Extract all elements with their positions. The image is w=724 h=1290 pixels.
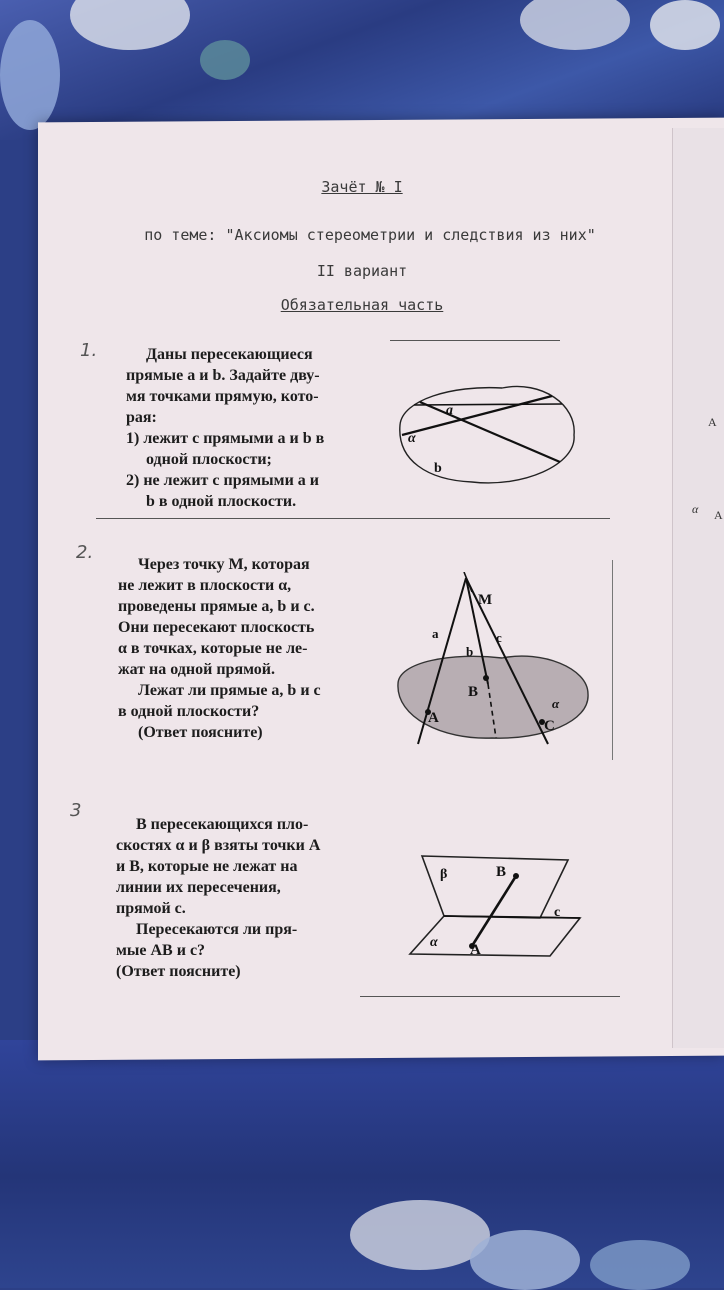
task-line: Они пересекают плоскость [118, 619, 315, 636]
fabric-flower [200, 40, 250, 80]
task-line: скостях α и β взяты точки А [116, 837, 321, 854]
fabric-flower [590, 1240, 690, 1290]
task-text [116, 814, 368, 982]
line-extra [414, 404, 562, 405]
label-alpha: α [408, 431, 416, 446]
divider [360, 996, 620, 997]
task-line: (Ответ поясните) [116, 963, 241, 980]
fabric-flower [520, 0, 630, 50]
point-B [483, 675, 489, 681]
task-line: 2) не лежит с прямыми a и [126, 472, 320, 489]
task-line: линии их пересечения, [116, 879, 281, 896]
point-B [513, 873, 519, 879]
task-line: мя точками прямую, кото- [126, 388, 319, 405]
task-text [118, 554, 368, 743]
label-b: b [466, 644, 474, 659]
task-line: проведены прямые a, b и c. [118, 598, 315, 615]
task-line: мые АВ и с? [116, 942, 206, 959]
label-B: B [468, 684, 479, 700]
task-line: b в одной плоскости. [146, 493, 297, 510]
label-b: b [434, 461, 442, 476]
label-B: B [496, 864, 507, 880]
task-number: 2. [76, 542, 94, 563]
line-AB [472, 876, 516, 946]
edge-label: α [692, 502, 699, 516]
figure-plane-intersecting-lines [392, 380, 584, 490]
figure-lines-through-point [392, 572, 604, 752]
task-line: 1) лежит с прямыми a и b в [126, 430, 325, 447]
label-c: c [496, 630, 502, 645]
label-A: A [470, 942, 481, 958]
task-line: в одной плоскости? [118, 703, 260, 720]
label-a: a [446, 403, 453, 418]
divider [390, 340, 560, 341]
task-line: Через точку М, которая [138, 556, 310, 573]
task-line: Пересекаются ли пря- [136, 921, 298, 938]
task-line: α в точках, которые не ле- [118, 640, 308, 657]
task-line: жат на одной прямой. [118, 661, 276, 678]
task-line: и В, которые не лежат на [116, 858, 298, 875]
task-line: не лежит в плоскости α, [118, 577, 292, 594]
task-line: рая: [126, 409, 157, 426]
label-alpha: α [552, 696, 560, 711]
fabric-flower [650, 0, 720, 50]
fabric-flower [470, 1230, 580, 1290]
label-M: M [478, 592, 493, 608]
task-line: Лежат ли прямые a, b и c [138, 682, 321, 699]
plane-alpha-shaded [398, 656, 588, 738]
label-alpha: α [430, 935, 438, 950]
plane-outline [400, 386, 574, 482]
task-text [126, 344, 376, 512]
divider-vertical [612, 560, 613, 760]
task-line: прямые a и b. Задайте дву- [126, 367, 320, 384]
task-number: 1. [80, 340, 98, 361]
task-line: Даны пересекающиеся [146, 346, 313, 363]
label-a: a [432, 626, 439, 641]
label-beta: β [440, 867, 448, 882]
edge-label: A [714, 508, 723, 522]
fabric-flower [0, 20, 60, 130]
fabric-flower [70, 0, 190, 50]
page-title: Зачёт № I [321, 178, 403, 196]
line-a [402, 396, 552, 435]
figure-intersecting-planes [400, 846, 600, 966]
task-line: В пересекающихся пло- [136, 816, 309, 833]
edge-label: A [708, 415, 717, 429]
task-line: прямой с. [116, 900, 186, 917]
divider [96, 518, 610, 519]
background-fabric-bottom [0, 1040, 724, 1288]
label-A: A [428, 710, 439, 726]
label-c: c [554, 905, 561, 920]
label-C: C [544, 718, 555, 734]
fabric-flower [350, 1200, 490, 1270]
variant-label: II вариант [316, 262, 408, 280]
section-title: Обязательная часть [280, 296, 444, 314]
page-subtitle: по теме: "Аксиомы стереометрии и следствия из них" [144, 226, 596, 244]
task-number: 3 [70, 800, 82, 821]
task-line: (Ответ поясните) [138, 724, 263, 741]
task-line: одной плоскости; [146, 451, 272, 468]
